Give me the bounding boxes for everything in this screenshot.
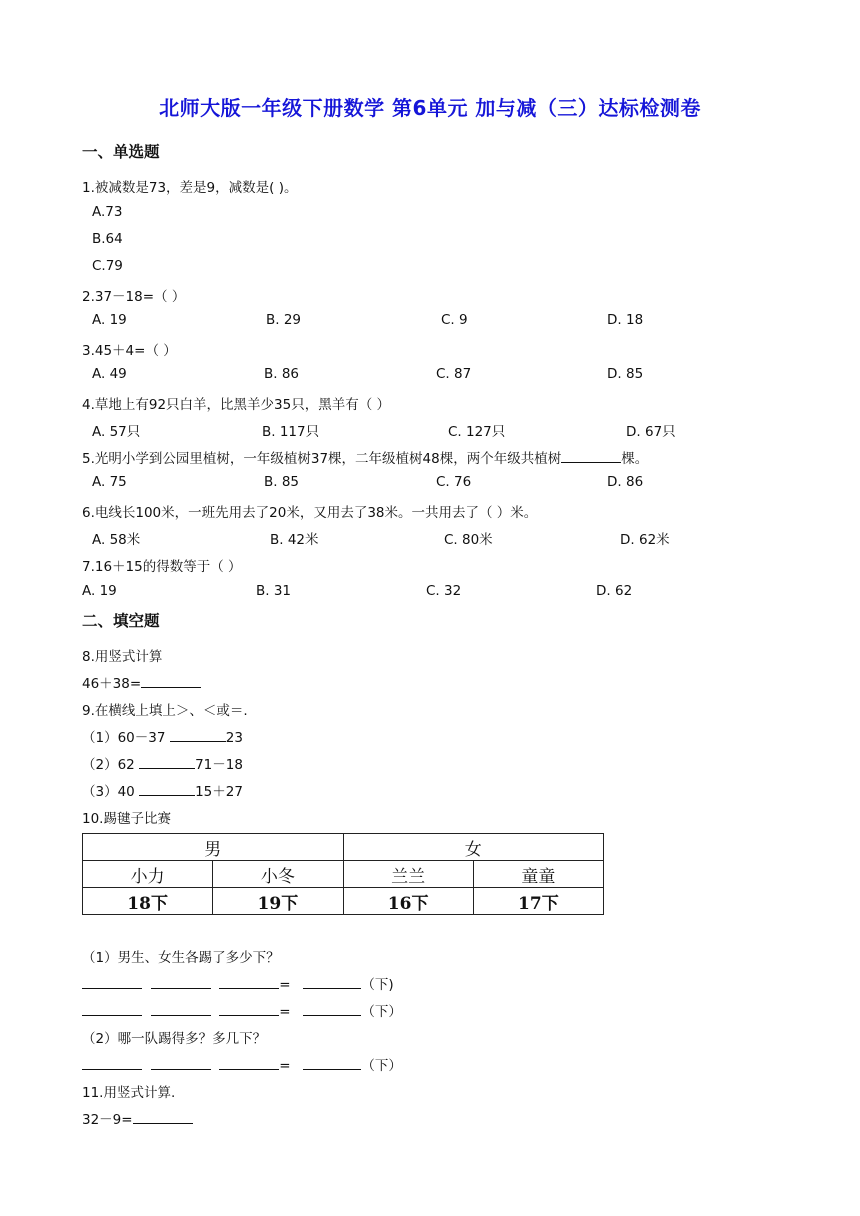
- q9-p3-left: （3）40: [82, 784, 140, 800]
- question-4: 4.草地上有92只白羊，比黑羊少35只，黑羊有（ ）: [82, 397, 391, 413]
- question-2: 2.37－18=（ ）: [82, 289, 186, 305]
- q11-answer-blank: [133, 1111, 193, 1124]
- answer-blank: [219, 1003, 279, 1016]
- answer-blank: [303, 1003, 361, 1016]
- q6-option-b: B. 42米: [270, 532, 319, 548]
- name-cell: 童童: [473, 861, 603, 888]
- q10-sub-question-1: （1）男生、女生各踢了多少下？: [82, 950, 280, 966]
- question-9: 9.在横线上填上＞、＜或＝.: [82, 703, 248, 719]
- answer-blank: [151, 1003, 211, 1016]
- table-row: [83, 888, 604, 915]
- answer-blank: [82, 976, 142, 989]
- question-10: 10.踢毽子比赛: [82, 811, 171, 827]
- q9-part-3: [82, 780, 243, 800]
- answer-blank: [82, 1003, 142, 1016]
- q10-answer-line-2: [82, 1000, 402, 1020]
- group-female-header: 女: [343, 834, 604, 861]
- unit-label: （下): [361, 977, 394, 993]
- q1-option-a: A.73: [92, 204, 123, 220]
- answer-blank: [151, 976, 211, 989]
- q4-option-c: C. 127只: [448, 424, 506, 440]
- group-male-header: 男: [83, 834, 344, 861]
- answer-blank: [151, 1057, 211, 1070]
- q5-option-b: B. 85: [264, 474, 300, 490]
- q3-option-a: A. 49: [92, 366, 127, 382]
- q9-p1-left: （1）60－37: [82, 730, 170, 746]
- q2-option-a: A. 19: [92, 312, 127, 328]
- answer-blank: [303, 976, 361, 989]
- q11-expr: 32－9=: [82, 1112, 133, 1128]
- q9-p2-blank: [139, 756, 195, 769]
- page-title: 北师大版一年级下册数学 第6单元 加与减（三）达标检测卷: [159, 96, 701, 120]
- q8-expr: 46＋38=: [82, 676, 142, 692]
- q5-option-d: D. 86: [607, 474, 644, 490]
- equals-sign: =: [279, 977, 291, 993]
- unit-label: （下）: [361, 1058, 402, 1074]
- q4-option-d: D. 67只: [626, 424, 676, 440]
- equals-sign: =: [279, 1004, 291, 1020]
- q10-sub-question-2: （2）哪一队踢得多？多几下？: [82, 1031, 267, 1047]
- score-cell: 16下: [343, 888, 473, 915]
- q2-option-c: C. 9: [441, 312, 468, 328]
- equals-sign: =: [279, 1058, 291, 1074]
- section-heading-single-choice: 一、单选题: [82, 143, 160, 161]
- q8-expression: [82, 672, 201, 692]
- q7-option-b: B. 31: [256, 583, 292, 599]
- q1-option-b: B.64: [92, 231, 123, 247]
- q4-option-a: A. 57只: [92, 424, 141, 440]
- score-cell: 18下: [83, 888, 213, 915]
- score-cell: 17下: [473, 888, 603, 915]
- q3-option-c: C. 87: [436, 366, 472, 382]
- q10-answer-line-1: [82, 973, 394, 993]
- name-cell: 小力: [83, 861, 213, 888]
- q6-option-c: C. 80米: [444, 532, 493, 548]
- q6-option-d: D. 62米: [620, 532, 670, 548]
- q5-text-before: 5.光明小学到公园里植树，一年级植树37棵，二年级植树48棵，两个年级共植树: [82, 451, 562, 467]
- answer-blank: [219, 976, 279, 989]
- q3-option-b: B. 86: [264, 366, 300, 382]
- q1-option-c: C.79: [92, 258, 123, 274]
- shuttlecock-score-table: [82, 833, 604, 915]
- section-heading-fill-blank: 二、填空题: [82, 612, 160, 630]
- q8-answer-blank: [141, 675, 201, 688]
- q11-expression: [82, 1108, 193, 1128]
- q10-answer-line-3: [82, 1054, 402, 1074]
- score-cell: 19下: [213, 888, 343, 915]
- q3-option-d: D. 85: [607, 366, 644, 382]
- q2-option-b: B. 29: [266, 312, 302, 328]
- q5-text-after: 棵。: [621, 451, 649, 467]
- q9-p2-left: （2）62: [82, 757, 140, 773]
- q9-p1-right: 23: [225, 730, 243, 746]
- q9-p2-right: 71－18: [195, 757, 243, 773]
- q7-option-c: C. 32: [426, 583, 462, 599]
- question-1: 1.被减数是73，差是9，减数是( )。: [82, 180, 298, 196]
- answer-blank: [219, 1057, 279, 1070]
- question-8: 8.用竖式计算: [82, 649, 163, 665]
- q5-answer-blank: [561, 450, 621, 463]
- q5-option-a: A. 75: [92, 474, 127, 490]
- q7-option-a: A. 19: [82, 583, 117, 599]
- answer-blank: [82, 1057, 142, 1070]
- question-3: 3.45＋4=（ ）: [82, 343, 177, 359]
- answer-blank: [303, 1057, 361, 1070]
- q6-option-a: A. 58米: [92, 532, 141, 548]
- question-6: 6.电线长100米，一班先用去了20米，又用去了38米。一共用去了（ ）米。: [82, 505, 538, 521]
- unit-label: （下）: [361, 1004, 402, 1020]
- table-row: [83, 834, 604, 861]
- question-5: [82, 447, 648, 467]
- q9-part-2: [82, 753, 243, 773]
- q2-option-d: D. 18: [607, 312, 644, 328]
- name-cell: 兰兰: [343, 861, 473, 888]
- q4-option-b: B. 117只: [262, 424, 320, 440]
- q9-p1-blank: [170, 729, 226, 742]
- question-7: 7.16＋15的得数等于（ ）: [82, 559, 242, 575]
- q7-option-d: D. 62: [596, 583, 633, 599]
- q9-p3-blank: [139, 783, 195, 796]
- table-row: [83, 861, 604, 888]
- q9-p3-right: 15＋27: [195, 784, 243, 800]
- question-11: 11.用竖式计算.: [82, 1085, 176, 1101]
- q9-part-1: [82, 726, 243, 746]
- name-cell: 小冬: [213, 861, 343, 888]
- q5-option-c: C. 76: [436, 474, 472, 490]
